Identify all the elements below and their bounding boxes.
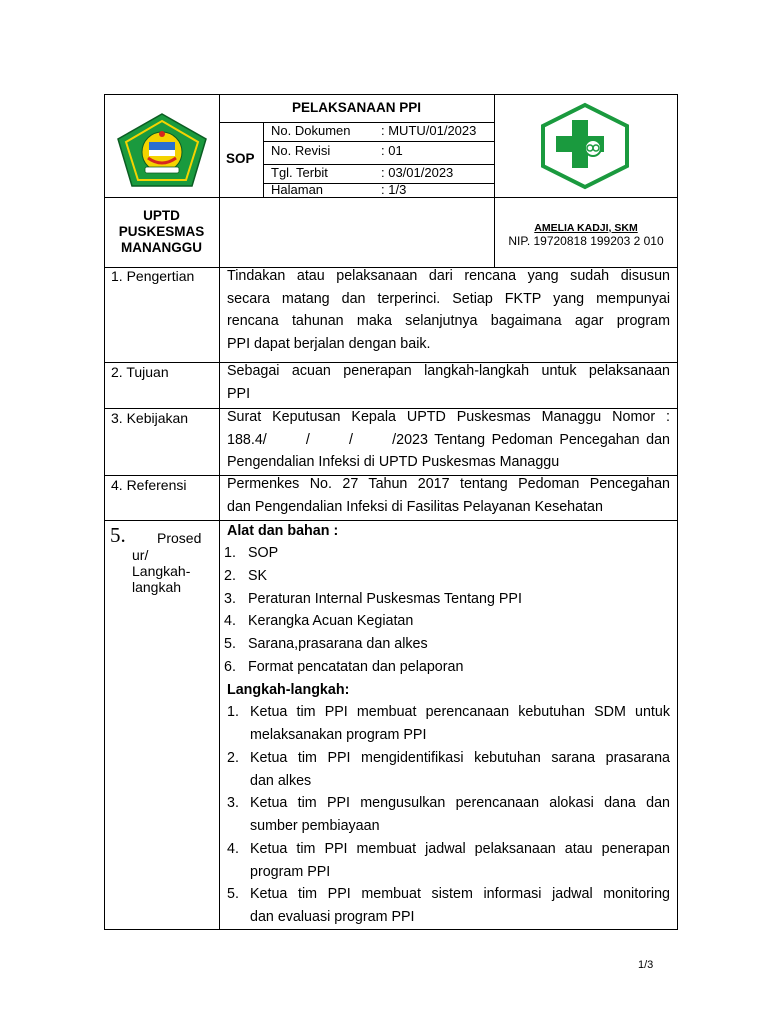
text-line: Ketua tim PPI membuat perencanaan kebutuhan SDM untuk (250, 704, 670, 720)
section-text-pengertian (227, 265, 670, 355)
section-label-prosedur-line-1: Prosed (157, 530, 202, 546)
text-line: Ketua tim PPI mengusulkan perencanaan alokasi dana dan (250, 795, 670, 811)
text-line: 188.4/ / / /2023 Tentang Pedoman Pencegahan dan (227, 431, 670, 448)
alat-heading: Alat dan bahan : (227, 523, 339, 539)
text-line: dan Pengendalian Infeksi di Fasilitas Pelayanan Kesehatan (227, 498, 603, 515)
document-title: PELAKSANAAN PPI (291, 100, 421, 115)
alat-item-text: Kerangka Acuan Kegiatan (248, 613, 414, 629)
alat-item-num: 4. (224, 613, 236, 629)
org-name-line-2: PUSKESMAS (118, 224, 205, 239)
alat-item-num: 1. (224, 545, 236, 561)
alat-item-text: Sarana,prasarana dan alkes (248, 636, 428, 652)
langkah-heading: Langkah-langkah: (227, 682, 350, 698)
divider (219, 94, 220, 930)
langkah-item-text (250, 792, 670, 838)
divider (263, 122, 264, 197)
alat-item-text: SOP (248, 545, 279, 561)
langkah-item-text (250, 747, 670, 793)
section-label-prosedur-line-2: ur/ (132, 547, 149, 563)
meta-value-halaman: : 1/3 (381, 182, 407, 197)
text-line: Pengendalian Infeksi di UPTD Puskesmas Managgu (227, 454, 560, 470)
langkah-item-num: 2. (227, 750, 239, 766)
alat-item-text: SK (248, 568, 268, 584)
alat-item-num: 6. (224, 659, 236, 675)
alat-item-num: 2. (224, 568, 236, 584)
text-line: Surat Keputusan Kepala UPTD Puskesmas Managgu Nomor : (227, 409, 670, 425)
text-line: Ketua tim PPI mengidentifikasi kebutuhan sarana prasarana (250, 750, 670, 766)
langkah-item-num: 3. (227, 795, 239, 811)
section-label-referensi: 4. Referensi (111, 477, 187, 493)
text-line: Tindakan atau pelaksanaan dari rencana yang sudah disusun (227, 268, 670, 284)
page-number: 1/3 (638, 959, 654, 971)
section-text-tujuan (227, 360, 670, 405)
text-line: PPI dapat berjalan dengan baik. (227, 335, 431, 352)
meta-label-tgl-terbit: Tgl. Terbit (271, 165, 328, 180)
signatory-name: AMELIA KADJI, SKM (534, 222, 638, 234)
sop-label: SOP (226, 151, 255, 166)
alat-item-text: Format pencatatan dan pelaporan (248, 659, 464, 675)
org-name-line-1: UPTD (143, 208, 180, 223)
regency-pentagon-emblem-icon (116, 112, 208, 188)
section-label-prosedur-line-4: langkah (132, 579, 182, 595)
section-number-prosedur: 5. (110, 523, 126, 547)
meta-label-no-revisi: No. Revisi (271, 143, 331, 158)
text-line: sumber pembiayaan (250, 817, 380, 834)
text-line: Sebagai acuan penerapan langkah-langkah untuk pelaksanaan (227, 363, 670, 379)
section-label-tujuan: 2. Tujuan (111, 364, 169, 380)
meta-label-no-dokumen: No. Dokumen (271, 123, 351, 138)
org-name-line-3: MANANGGU (121, 240, 202, 255)
section-label-prosedur-line-3: Langkah- (132, 563, 191, 579)
langkah-item-text (250, 883, 670, 929)
divider (263, 141, 494, 142)
section-label-pengertian: 1. Pengertian (111, 268, 195, 284)
langkah-item-text (250, 701, 670, 747)
text-line: rencana tahunan maka selanjutnya bagaimana agar program (227, 313, 670, 329)
langkah-item-num: 5. (227, 886, 239, 902)
meta-value-no-revisi: : 01 (381, 143, 403, 158)
text-line: PPI (227, 385, 251, 402)
langkah-item-num: 1. (227, 704, 239, 720)
alat-item-text: Peraturan Internal Puskesmas Tentang PPI (248, 591, 522, 607)
meta-value-no-dokumen: : MUTU/01/2023 (381, 123, 477, 138)
langkah-item-text (250, 838, 670, 884)
meta-value-tgl-terbit: : 03/01/2023 (381, 165, 454, 180)
section-label-kebijakan: 3. Kebijakan (111, 410, 189, 426)
text-line: dan evaluasi program PPI (250, 908, 415, 925)
text-line: program PPI (250, 863, 331, 880)
puskesmas-green-cross-logo-icon (538, 102, 632, 190)
signatory-nip: NIP. 19720818 199203 2 010 (508, 234, 664, 248)
section-text-kebijakan (227, 406, 670, 474)
section-text-referensi (227, 473, 670, 518)
alat-item-num: 5. (224, 636, 236, 652)
meta-label-halaman: Halaman (271, 182, 324, 197)
alat-item-num: 3. (224, 591, 236, 607)
text-line: Ketua tim PPI membuat sistem informasi jadwal monitoring (250, 886, 670, 902)
text-line: dan alkes (250, 772, 312, 789)
divider (104, 520, 678, 521)
text-line: Permenkes No. 27 Tahun 2017 tentang Pedoman Pencegahan (227, 476, 670, 492)
text-line: secara matang dan terperinci. Setiap FKTP yang mempunyai (227, 290, 670, 307)
text-line: Ketua tim PPI membuat jadwal pelaksanaan atau penerapan (250, 841, 670, 857)
text-line: melaksanakan program PPI (250, 726, 427, 743)
langkah-item-num: 4. (227, 841, 239, 857)
